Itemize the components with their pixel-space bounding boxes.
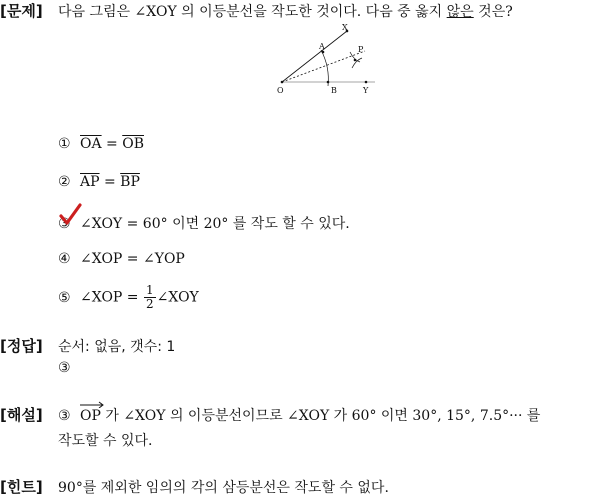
question-text-post: 것은? — [473, 4, 513, 20]
hint-text: 90°를 제외한 임의의 각의 삼등분선은 작도할 수 없다. — [58, 480, 389, 496]
arc-ab — [321, 50, 328, 86]
segment-ob: $\overline{OB}$ — [122, 136, 144, 152]
ray-ox — [282, 31, 347, 82]
label-o: O — [277, 86, 284, 95]
choice-1[interactable] — [58, 136, 144, 152]
problem-label: [문제] — [0, 2, 43, 20]
segment-ap: $\overline{AP}$ — [80, 174, 100, 190]
label-y: Y — [363, 86, 369, 95]
problem-question — [58, 1, 513, 21]
choice-number: ② — [58, 174, 71, 190]
answer-line: 순서: 없음, 갯수: 1 — [58, 339, 176, 355]
segment-bp: $\overline{BP}$ — [120, 174, 140, 190]
choice-3[interactable] — [58, 213, 350, 233]
question-emphasis: 않은 — [446, 4, 474, 20]
vector-arrow-icon — [80, 400, 104, 408]
explanation-text: 가 ∠XOY 의 이등분선이므로 ∠XOY 가 60° 이면 30°, 15°, 7.5°··· 를 — [100, 408, 541, 424]
angle-bisector-diagram — [270, 22, 390, 97]
equals-sign: = — [101, 136, 123, 152]
choice-number: ④ — [58, 251, 71, 267]
choice-number: ⑤ — [58, 289, 71, 306]
equals-sign: = — [99, 174, 121, 190]
point-a — [322, 51, 325, 54]
check-mark-icon — [58, 203, 82, 225]
arc-b — [352, 58, 362, 68]
segment-oa: $\overline{OA}$ — [80, 136, 102, 152]
choice-number-marked — [58, 216, 80, 232]
point-o — [281, 81, 284, 84]
answer-label: [정답] — [0, 337, 43, 355]
point-y — [365, 81, 368, 84]
label-b: B — [331, 86, 337, 95]
answer-choice: ③ — [58, 360, 71, 376]
explanation-line-2: 작도할 수 있다. — [58, 433, 153, 449]
label-x: X — [342, 23, 348, 32]
point-b — [327, 81, 330, 84]
fraction-denominator: 2 — [145, 297, 154, 311]
choice-number: ① — [58, 136, 71, 152]
explanation-label: [해설] — [0, 406, 43, 424]
choice-text-pre: ∠XOP = — [80, 289, 143, 306]
hint-label: [힌트] — [0, 478, 43, 496]
explanation-line-1 — [58, 405, 540, 425]
label-p: P — [358, 45, 364, 54]
choice-5[interactable] — [58, 284, 199, 311]
point-p — [354, 59, 357, 62]
choice-number: ③ — [58, 216, 71, 232]
choice-text: ∠XOP = ∠YOP — [80, 251, 185, 267]
label-a: A — [319, 42, 325, 51]
vector-op — [80, 408, 101, 424]
choice-text: ∠XOY = 60° 이면 20° 를 작도 할 수 있다. — [80, 216, 350, 232]
choice-4[interactable] — [58, 251, 185, 267]
fraction-one-half — [144, 284, 156, 311]
explanation-number: ③ — [58, 408, 71, 424]
fraction-numerator: 1 — [145, 283, 154, 297]
choice-2[interactable] — [58, 174, 140, 190]
question-text-pre: 다음 그림은 ∠XOY 의 이등분선을 작도한 것이다. 다음 중 옳지 — [58, 4, 447, 20]
vector-label: OP — [80, 408, 101, 424]
choice-text-post: ∠XOY — [156, 289, 199, 306]
